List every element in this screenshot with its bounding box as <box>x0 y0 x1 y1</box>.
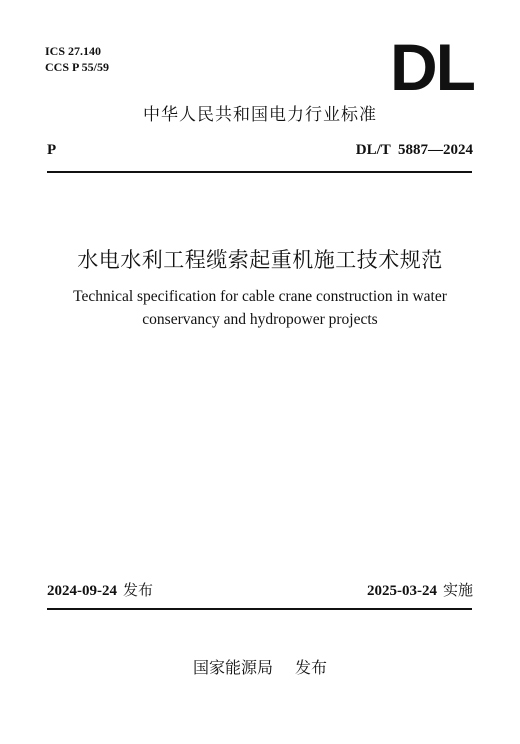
bottom-divider <box>47 608 472 610</box>
top-divider <box>47 171 472 173</box>
dl-logo: DL <box>390 30 474 104</box>
ccs-code: CCS P 55/59 <box>45 60 110 74</box>
category-letter: P <box>47 142 57 158</box>
title-english-line-2: conservancy and hydropower projects <box>142 311 378 328</box>
implementation-date: 2025-03-24 <box>366 583 437 599</box>
standard-type-heading: 中华人民共和国电力行业标准 <box>143 105 377 125</box>
publisher-line <box>0 657 520 679</box>
issue-date: 2024-09-24 <box>47 583 117 599</box>
title-english-line-1: Technical specification for cable crane construction in water <box>73 288 447 305</box>
implementation-date-block <box>367 580 473 601</box>
issue-date-block <box>47 580 153 601</box>
publisher-label: 发布 <box>295 658 328 677</box>
title-chinese: 水电水利工程缆索起重机施工技术规范 <box>77 248 443 272</box>
ics-code: ICS 27.140 <box>45 44 102 58</box>
issue-label: 发布 <box>123 581 154 599</box>
standard-number: DL/T 5887—2024 <box>355 142 473 158</box>
implementation-label: 实施 <box>442 581 473 599</box>
publisher-name: 国家能源局 <box>192 658 273 677</box>
